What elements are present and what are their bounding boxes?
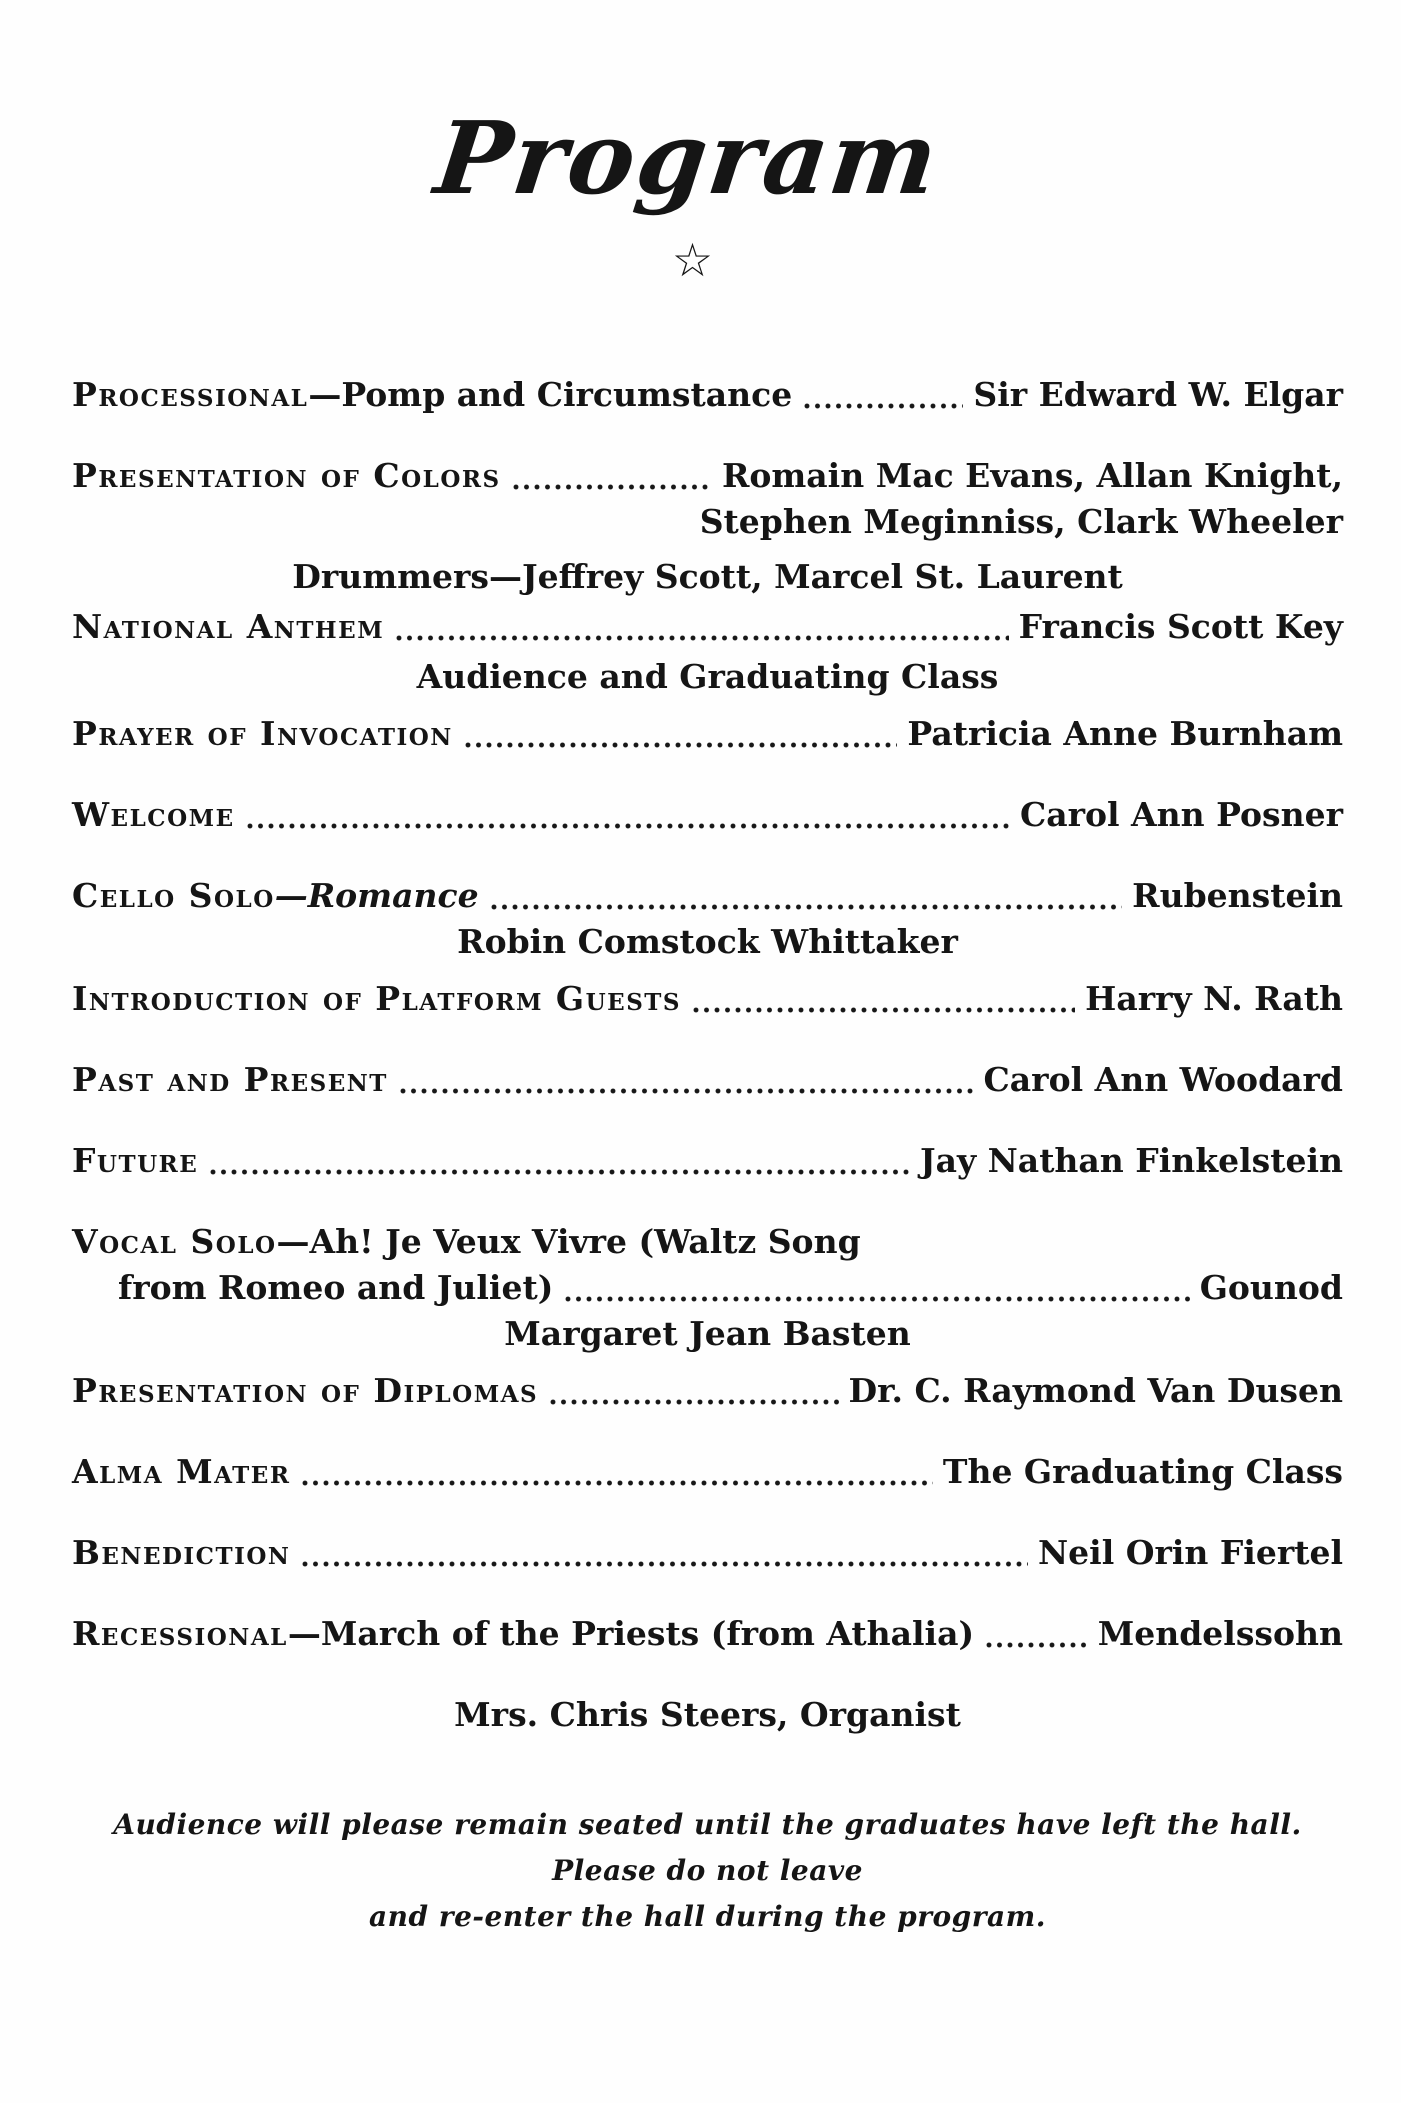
program-entry-past-and-present: [72, 1057, 1343, 1103]
entry-label: Introduction of Platform Guests: [72, 979, 682, 1018]
entry-label: Cello Solo: [72, 876, 275, 915]
entry-title: —March of the Priests (from Athalia): [287, 1614, 975, 1653]
entry-label: Presentation of Colors: [72, 456, 501, 495]
program-entry-presentation-of-colors: [72, 453, 1343, 499]
program-subline-cellist: Robin Comstock Whittaker: [457, 922, 958, 961]
program-entry-recessional: [72, 1611, 1343, 1657]
program-entry-presentation-of-diplomas: [72, 1368, 1343, 1414]
program-entry-vocal-solo-continuation: [72, 1265, 1343, 1311]
program-subline-drummers: Drummers—Jeffrey Scott, Marcel St. Laurent: [292, 557, 1123, 596]
entry-title: —Pomp and Circumstance: [308, 375, 793, 414]
entry-label: Benediction: [72, 1533, 291, 1572]
program-entry-future: [72, 1138, 1343, 1184]
entry-performer-line2: Stephen Meginniss, Clark Wheeler: [699, 502, 1343, 541]
entry-performer: Jay Nathan Finkelstein: [919, 1141, 1343, 1180]
entry-performer: Sir Edward W. Elgar: [973, 375, 1343, 414]
program-list: [72, 372, 1343, 1738]
dotted-leader: [513, 484, 712, 490]
dotted-leader: [550, 1399, 838, 1405]
entry-label: Recessional: [72, 1614, 288, 1653]
entry-performer: Patricia Anne Burnham: [907, 714, 1343, 753]
entry-performer: Francis Scott Key: [1018, 607, 1343, 646]
entry-label: Processional: [72, 375, 309, 414]
entry-performer: Neil Orin Fiertel: [1038, 1533, 1343, 1572]
dotted-leader: [491, 904, 1123, 910]
entry-title-continuation: from Romeo and Juliet): [118, 1268, 554, 1307]
dotted-leader: [247, 823, 1010, 829]
program-subline-vocalist: Margaret Jean Basten: [504, 1314, 911, 1353]
dotted-leader: [565, 1296, 1189, 1302]
program-entry-welcome: [72, 792, 1343, 838]
entry-title: —Romance: [274, 876, 479, 915]
entry-performer: Carol Ann Posner: [1019, 795, 1343, 834]
dotted-leader: [465, 742, 898, 748]
dotted-leader: [693, 1007, 1075, 1013]
audience-note-line1: Audience will please remain seated until the graduates have left the hall. Please do not leave: [113, 1808, 1302, 1887]
entry-performer: Gounod: [1199, 1268, 1343, 1307]
entry-performer: Harry N. Rath: [1085, 979, 1343, 1018]
entry-performer: Romain Mac Evans, Allan Knight,: [721, 456, 1343, 495]
entry-performer: Dr. C. Raymond Van Dusen: [848, 1371, 1343, 1410]
program-entry-national-anthem: [72, 604, 1343, 650]
dotted-leader: [396, 635, 1008, 641]
dotted-leader: [804, 403, 963, 409]
program-entry-prayer-of-invocation: [72, 711, 1343, 757]
page-title: Program: [429, 99, 946, 217]
dotted-leader: [210, 1169, 910, 1175]
program-entry-benediction: [72, 1530, 1343, 1576]
dotted-leader: [986, 1642, 1088, 1648]
dotted-leader: [400, 1088, 974, 1094]
dotted-leader: [302, 1561, 1028, 1567]
entry-label: Past and Present: [72, 1060, 388, 1099]
entry-label: Future: [72, 1141, 199, 1180]
program-entry-alma-mater: [72, 1449, 1343, 1495]
entry-label: Vocal Solo: [72, 1222, 277, 1261]
entry-performer: Rubenstein: [1132, 876, 1343, 915]
program-entry-processional: [72, 372, 1343, 418]
program-subline-audience: Audience and Graduating Class: [416, 657, 999, 696]
program-subline-organist: Mrs. Chris Steers, Organist: [454, 1695, 961, 1734]
dotted-leader: [302, 1480, 932, 1486]
program-entry-vocal-solo: [72, 1219, 1343, 1265]
entry-label: Presentation of Diplomas: [72, 1371, 539, 1410]
entry-title: —Ah! Je Veux Vivre (Waltz Song: [276, 1222, 861, 1261]
audience-note-line2: and re-enter the hall during the program.: [368, 1900, 1047, 1933]
entry-label: Prayer of Invocation: [72, 714, 453, 753]
audience-note: [72, 1802, 1343, 1940]
program-entry-introduction-of-platform-guests: [72, 976, 1343, 1022]
entry-label: National Anthem: [72, 607, 385, 646]
entry-label: Welcome: [72, 795, 235, 834]
entry-performer: Mendelssohn: [1097, 1614, 1343, 1653]
entry-performer: Carol Ann Woodard: [983, 1060, 1343, 1099]
star-icon: ☆: [671, 233, 714, 287]
entry-performer: The Graduating Class: [942, 1452, 1343, 1491]
program-entry-cello-solo: [72, 873, 1343, 919]
entry-label: Alma Mater: [72, 1452, 291, 1491]
